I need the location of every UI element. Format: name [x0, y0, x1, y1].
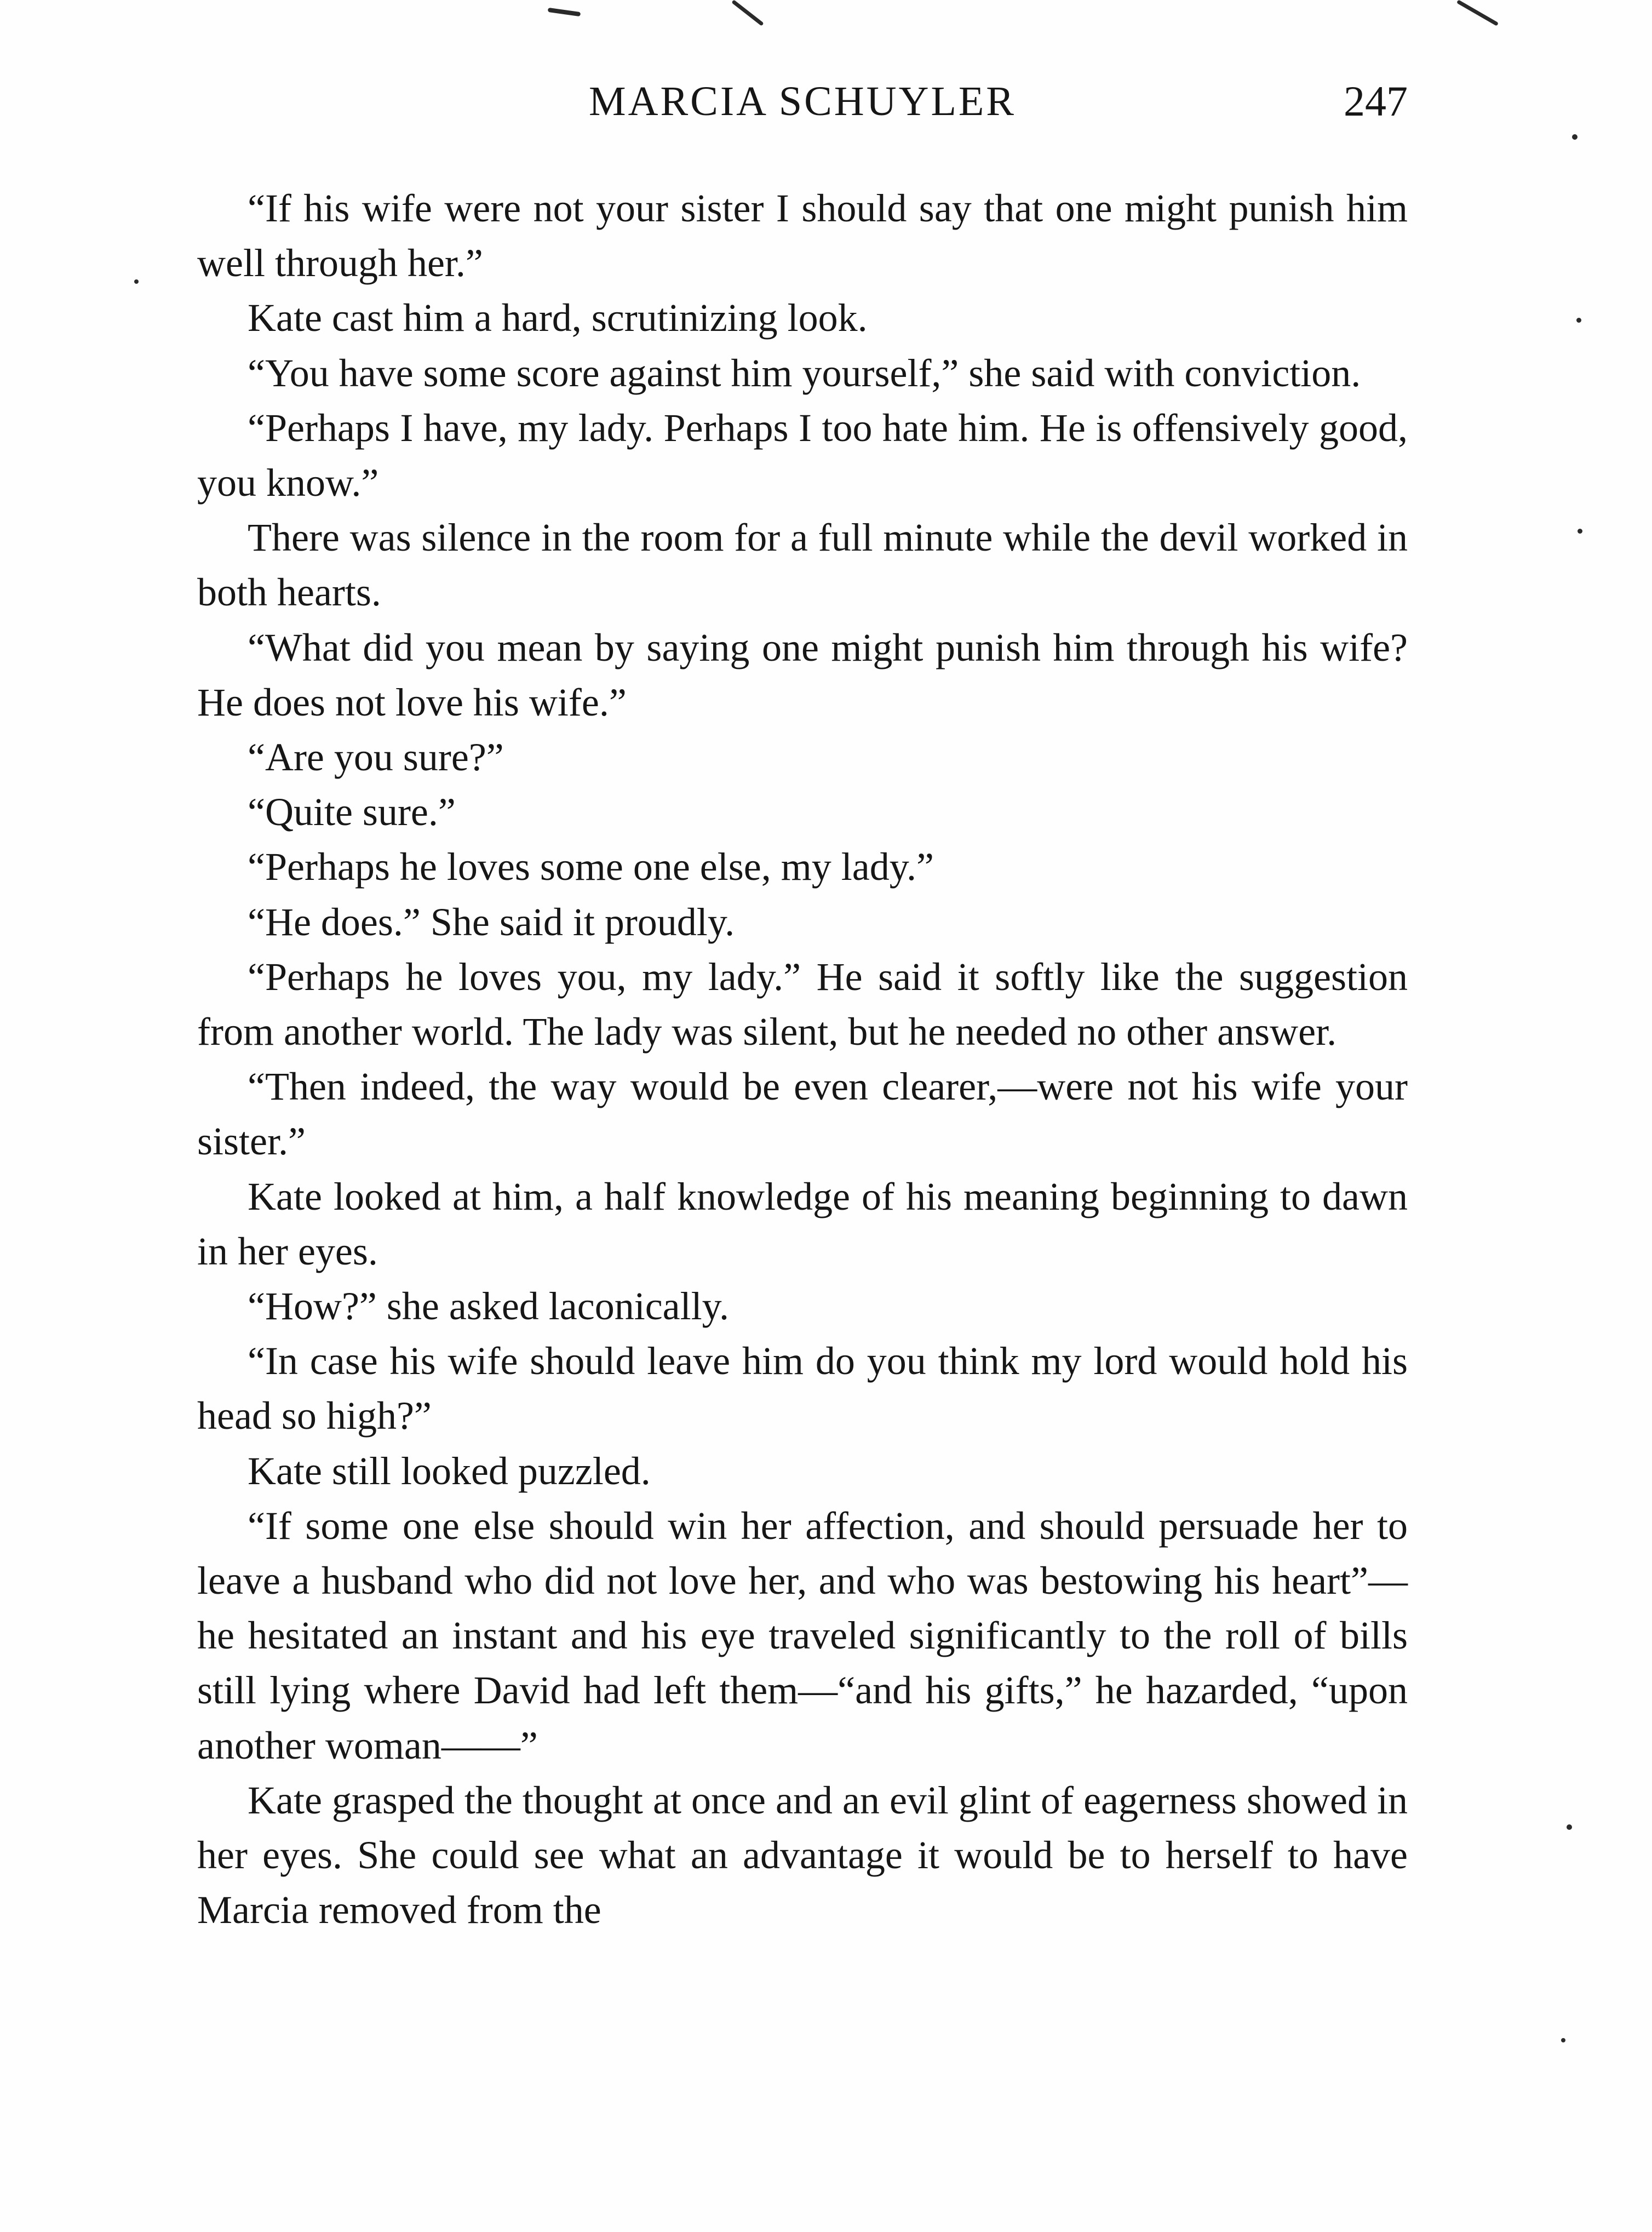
running-head: [197, 66, 1408, 137]
paragraph: Kate still looked puzzled.: [248, 1449, 651, 1493]
paragraph: Kate looked at him, a half knowledge of his meaning beginning to dawn in her eyes.: [197, 1174, 1408, 1273]
scan-speck: [731, 0, 764, 26]
paragraph: “Then indeed, the way would be even clearer,—were not his wife your sister.”: [197, 1065, 1408, 1164]
scan-speck: [1561, 2038, 1565, 2042]
paragraph: “How?” she asked laconically.: [248, 1284, 729, 1329]
paragraph: “If his wife were not your sister I should say that one might punish him well through her.”: [197, 186, 1408, 285]
scan-speck: [548, 8, 581, 16]
paragraph: “You have some score against him yourself,” she said with conviction.: [248, 351, 1361, 395]
running-title: MARCIA SCHUYLER: [589, 78, 1016, 124]
paragraph: “Quite sure.”: [248, 790, 456, 834]
paragraph: Kate grasped the thought at once and an evil glint of eagerness showed in her eyes. She could see what an advantage it would be to herself to have Marcia removed from the: [197, 1778, 1408, 1932]
paragraph: “Perhaps he loves some one else, my lady.”: [248, 845, 934, 889]
paragraph: “What did you mean by saying one might punish him through his wife? He does not love his wife.”: [197, 625, 1408, 724]
body-text: [197, 181, 1408, 1938]
paragraph: “Perhaps he loves you, my lady.” He said it softly like the suggestion from another world. The lady was silent, but he needed no other answer.: [197, 954, 1408, 1054]
paragraph: “Perhaps I have, my lady. Perhaps I too hate him. He is offensively good, you know.”: [197, 405, 1408, 505]
scan-speck: [134, 279, 139, 284]
paragraph: There was silence in the room for a full minute while the devil worked in both hearts.: [197, 516, 1408, 615]
paragraph: “If some one else should win her affection, and should persuade her to leave a husband who did not love her, and who was bestowing his heart”—he hesitated an instant and his eye traveled significantly to the roll of bills still lying where David had left them—“and his gifts,” he hazarded, “upon another woman——”: [197, 1503, 1408, 1767]
paragraph: “Are you sure?”: [248, 735, 504, 780]
page-number: 247: [1344, 77, 1408, 125]
scan-speck: [1572, 134, 1578, 140]
paragraph: “He does.” She said it proudly.: [248, 900, 735, 944]
scan-speck: [1576, 318, 1581, 323]
paragraph: Kate cast him a hard, scrutinizing look.: [248, 296, 868, 340]
scan-speck: [1567, 1824, 1572, 1830]
paragraph: “In case his wife should leave him do you think my lord would hold his head so high?”: [197, 1339, 1408, 1438]
scan-speck: [1578, 529, 1582, 534]
scan-speck: [1456, 0, 1499, 26]
